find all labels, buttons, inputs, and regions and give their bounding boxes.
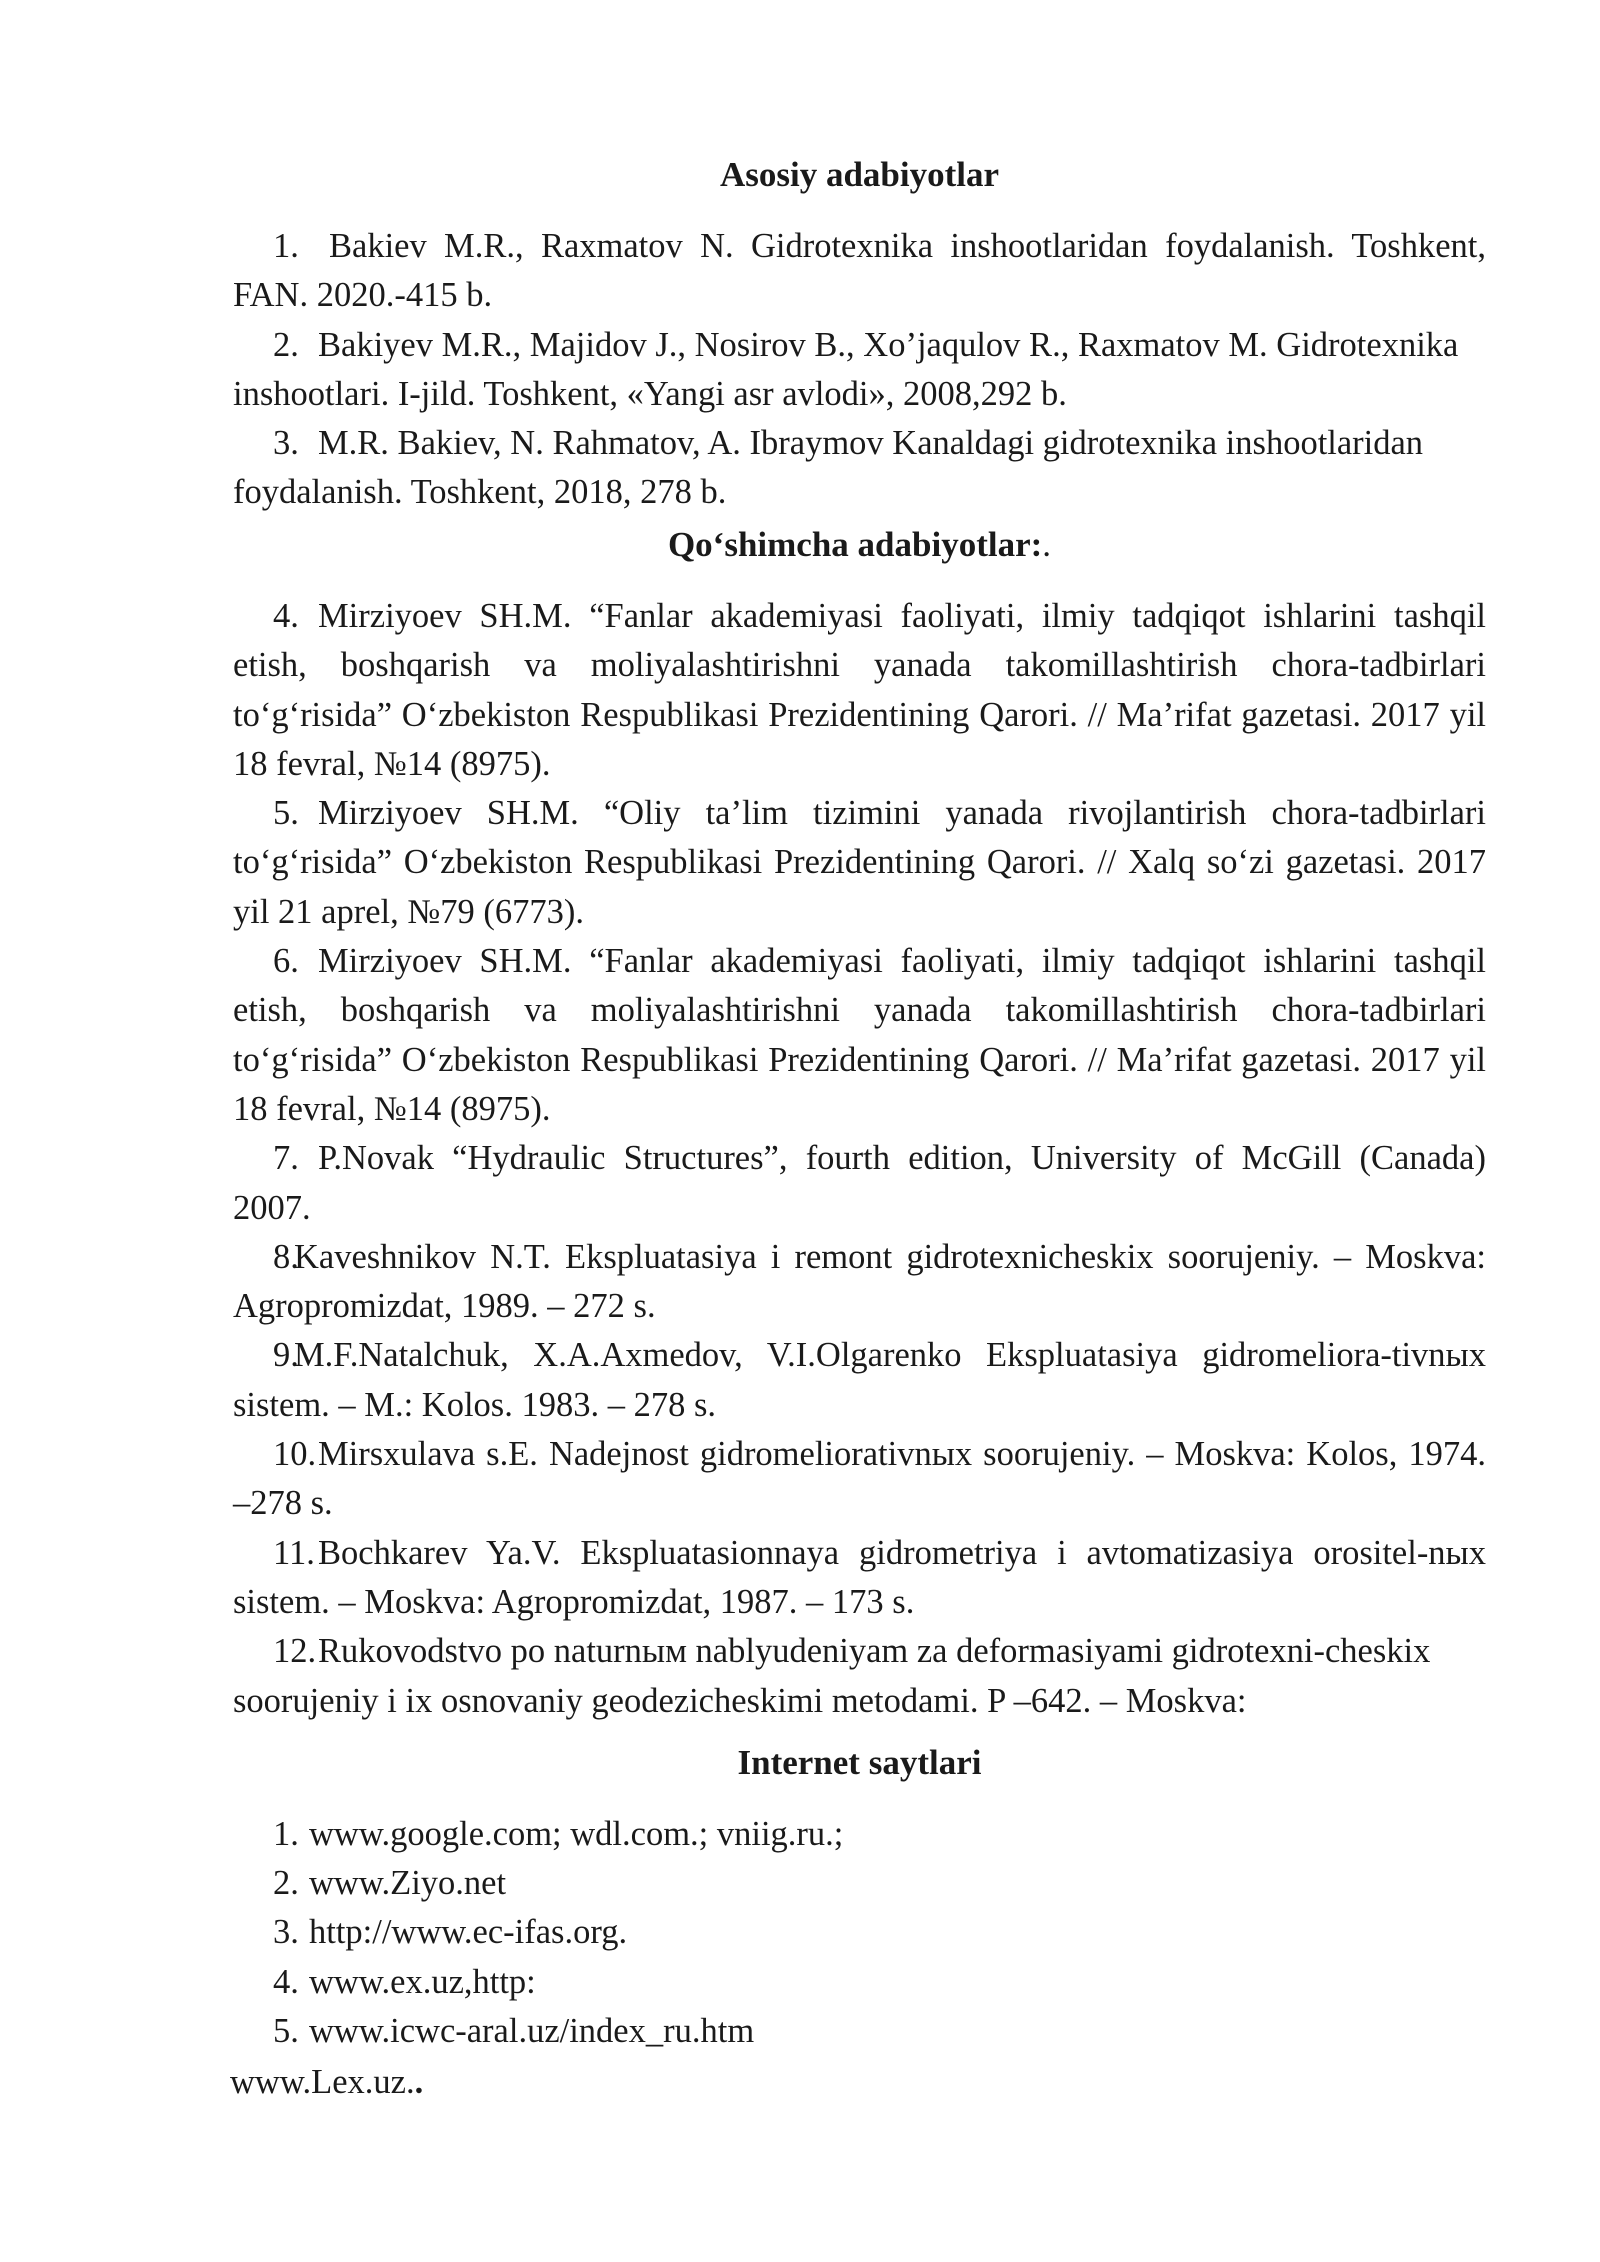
reference-item <box>233 1627 1486 1726</box>
site-link[interactable]: www.Lex.uz. <box>230 2063 415 2101</box>
reference-number: 6. <box>273 942 299 981</box>
site-number: 3. <box>273 1913 299 1952</box>
reference-text: Mirziyoev SH.M. “Fanlar akademiyasi faoliyati, ilmiy tadqiqot ishlarini tashqil etish, boshqarish va moliyalashtirishni yanada takomillashtirish chora-tadbirlari to‘g‘risida” O‘zbekiston Respublikasi Prezidentining Qarori. // Ma’rifat gazetasi. 2017 yil 18 fevral, №14 (8975). <box>233 597 1486 783</box>
extra-literature-heading-text: Qo‘shimcha adabiyotlar: <box>667 525 1043 564</box>
reference-item <box>233 321 1486 420</box>
site-item <box>233 1958 1486 2007</box>
reference-text: Bochkarev Ya.V. Ekspluatasionnaya gidrometriya i avtomatizasiya orositel-nых sistem. – Moskva: Agropromizdat, 1987. – 173 s. <box>233 1533 1486 1621</box>
reference-number: 5. <box>273 794 299 833</box>
site-link[interactable]: www.google.com; wdl.com.; vniig.ru.; <box>309 1815 844 1853</box>
reference-item <box>233 1134 1486 1233</box>
extra-literature-list <box>233 592 1486 1726</box>
reference-item <box>233 419 1486 518</box>
site-link[interactable]: www.icwc-aral.uz/index_ru.htm <box>309 2011 755 2050</box>
reference-item <box>233 937 1486 1134</box>
internet-sites-heading: Internet saytlari <box>737 1743 982 1782</box>
site-link[interactable]: www.ex.uz,http: <box>309 1962 536 2001</box>
reference-number: 12. <box>273 1632 317 1671</box>
heading-trailing-dot: . <box>1042 525 1052 564</box>
reference-number: 2. <box>273 325 299 364</box>
site-item <box>233 1908 1486 1957</box>
reference-text: Rukovodstvo po naturnым nablyudeniyam za deformasiyami gidrotexni-cheskix soorujeniy i ix osnovaniy geodezicheskimi metodami. P –642. – Moskva: <box>233 1632 1431 1720</box>
reference-item <box>233 222 1486 321</box>
site-item <box>233 2007 1486 2056</box>
trailing-bold-dot: . <box>414 2063 424 2101</box>
reference-text: Mirziyoev SH.M. “Fanlar akademiyasi faoliyati, ilmiy tadqiqot ishlarini tashqil etish, boshqarish va moliyalashtirishni yanada takomillashtirish chora-tadbirlari to‘g‘risida” O‘zbekiston Respublikasi Prezidentining Qarori. // Ma’rifat gazetasi. 2017 yil 18 fevral, №14 (8975). <box>233 942 1486 1128</box>
extra-site-line <box>230 2058 423 2107</box>
site-number: 1. <box>273 1815 299 1853</box>
reference-number: 3. <box>273 424 299 463</box>
reference-text: M.R. Bakiev, N. Rahmatov, A. Ibraymov Kanaldagi gidrotexnika inshootlaridan foydalanish. Toshkent, 2018, 278 b. <box>233 424 1424 512</box>
reference-text: M.F.Natalchuk, X.A.Axmedov, V.I.Olgarenko Ekspluatasiya gidromeliora-tivnых sistem. – M.: Kolos. 1983. – 278 s. <box>233 1336 1486 1424</box>
extra-literature-heading <box>233 520 1486 570</box>
reference-text: Bakiev M.R., Raxmatov N. Gidrotexnika inshootlaridan foydalanish. Toshkent, FAN. 2020.-415 b. <box>233 227 1486 315</box>
reference-number: 11. <box>273 1533 315 1572</box>
site-number: 2. <box>273 1864 299 1903</box>
reference-number: 7. <box>273 1139 299 1178</box>
reference-item <box>233 592 1486 789</box>
internet-sites-list <box>233 1810 1486 2056</box>
site-item <box>233 1859 1486 1908</box>
reference-text: Mirziyoev SH.M. “Oliy ta’lim tizimini yanada rivojlantirish chora-tadbirlari to‘g‘risida” O‘zbekiston Respublikasi Prezidentining Qarori. // Xalq so‘zi gazetasi. 2017 yil 21 aprel, №79 (6773). <box>233 794 1486 931</box>
site-number: 4. <box>273 1962 299 2001</box>
main-literature-list <box>233 222 1486 518</box>
site-link[interactable]: www.Ziyo.net <box>309 1864 507 1903</box>
site-link[interactable]: http://www.ec-ifas.org. <box>309 1913 628 1952</box>
reference-item <box>233 1529 1486 1628</box>
site-number: 5. <box>273 2011 299 2050</box>
reference-number: 10. <box>273 1435 317 1474</box>
site-item <box>233 1810 1486 1859</box>
reference-item <box>233 1331 1486 1430</box>
reference-item <box>233 1233 1486 1332</box>
reference-number: 8. <box>273 1237 299 1276</box>
reference-text: Kaveshnikov N.T. Ekspluatasiya i remont gidrotexnicheskix soorujeniy. – Moskva: Agropromizdat, 1989. – 272 s. <box>233 1237 1486 1326</box>
reference-number: 1. <box>273 227 299 265</box>
reference-item <box>233 1430 1486 1529</box>
reference-number: 9. <box>273 1336 299 1375</box>
reference-text: Mirsxulava s.E. Nadejnost gidromeliorativnых soorujeniy. – Moskva: Kolos, 1974. –278 s. <box>233 1435 1486 1523</box>
reference-item <box>233 789 1486 937</box>
main-literature-heading: Asosiy adabiyotlar <box>719 155 1000 194</box>
reference-text: Bakiyev M.R., Majidov J., Nosirov B., Xo’jaqulov R., Raxmatov M. Gidrotexnika inshootlari. I-jild. Toshkent, «Yangi asr avlodi», 2008,292 b. <box>233 325 1459 413</box>
reference-number: 4. <box>273 597 299 635</box>
reference-text: P.Novak “Hydraulic Structures”, fourth edition, University of McGill (Canada) 2007. <box>233 1139 1486 1227</box>
